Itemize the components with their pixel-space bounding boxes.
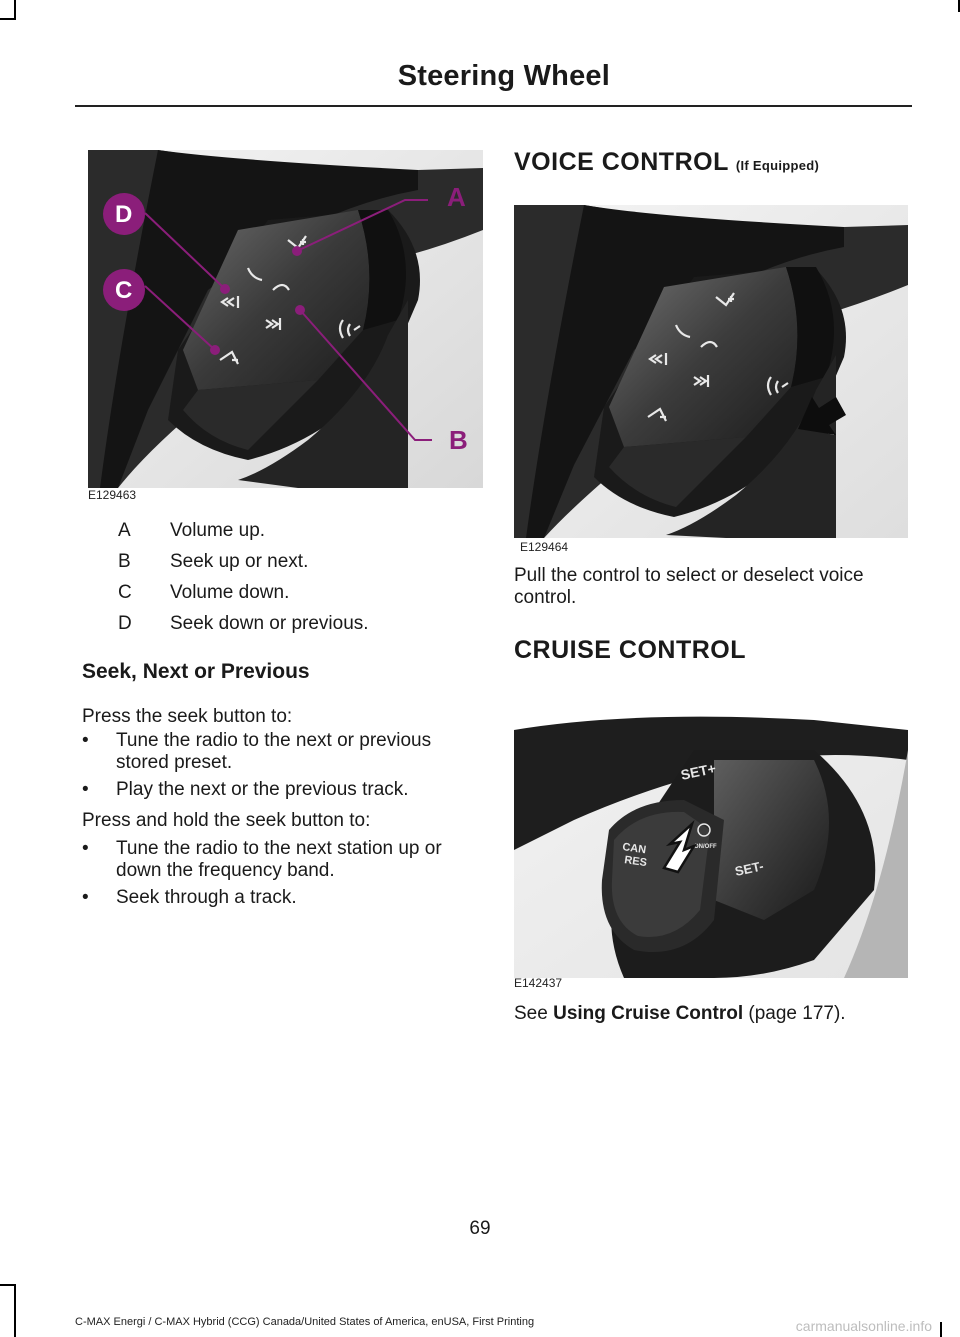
cruise-control-heading: CRUISE CONTROL (514, 636, 746, 664)
list-item-text: Tune the radio to the next or previous stored preset. (116, 730, 432, 773)
header-divider (75, 105, 912, 107)
legend-text: Volume up. (170, 520, 266, 541)
reference-prefix: See (514, 1003, 554, 1024)
figure-code: E129463 (88, 488, 137, 502)
crop-mark (0, 18, 16, 20)
watermark: carmanualsonline.info (795, 1318, 932, 1334)
crop-mark (14, 0, 16, 20)
legend-row (118, 582, 498, 613)
legend-key: C (118, 582, 132, 603)
cruise-reference (514, 1003, 912, 1025)
callout-b-label: B (449, 425, 468, 455)
legend-text: Seek down or previous. (170, 613, 369, 634)
reference-suffix: (page 177). (743, 1003, 846, 1024)
cruise-control-illustration (514, 690, 908, 978)
res-label: RES (623, 854, 648, 870)
footer-text: C-MAX Energi / C-MAX Hybrid (CCG) Canada/United States of America, enUSA, First Printing (75, 1316, 535, 1328)
legend-key: A (118, 520, 131, 541)
crop-mark (0, 1284, 16, 1286)
set-minus-label: SET- (733, 858, 765, 879)
legend-row (118, 613, 498, 644)
bullet-glyph: • (82, 887, 89, 908)
list-item-text: Play the next or the previous track. (116, 779, 409, 800)
can-label: CAN (621, 841, 647, 857)
legend-text: Volume down. (170, 582, 290, 603)
voice-control-text: Pull the control to select or deselect voice control. (514, 565, 864, 608)
legend-row (118, 551, 498, 582)
audio-controls-illustration (88, 150, 483, 488)
page-header-title: Steering Wheel (397, 60, 610, 92)
legend-text: Seek up or next. (170, 551, 309, 572)
bullet-glyph: • (82, 779, 89, 800)
callout-legend (118, 520, 498, 644)
cruise-control-figure (514, 690, 908, 978)
bullet-glyph: • (82, 730, 89, 751)
crop-mark (14, 1284, 16, 1337)
voice-control-figure (514, 205, 908, 538)
if-equipped-note: (If Equipped) (735, 158, 820, 173)
voice-control-illustration (514, 205, 908, 538)
figure-code: E129464 (520, 540, 569, 554)
legend-key: D (118, 613, 132, 634)
seek-heading: Seek, Next or Previous (82, 660, 310, 683)
callout-c-label: C (115, 277, 133, 304)
list-item-text: Tune the radio to the next station up or down the frequency band. (116, 838, 442, 881)
callout-a-label: A (447, 182, 466, 212)
page-number: 69 (469, 1218, 491, 1239)
crop-mark (940, 1322, 942, 1337)
legend-key: B (118, 551, 131, 572)
reference-link[interactable]: Using Cruise Control (553, 1003, 744, 1024)
voice-control-heading (514, 148, 819, 177)
legend-row (118, 520, 498, 551)
set-plus-label: SET+ (679, 759, 718, 783)
figure-code: E142437 (514, 976, 563, 990)
callout-d-label: D (115, 201, 133, 228)
audio-controls-figure (88, 150, 483, 488)
voice-control-title: VOICE CONTROL (514, 148, 729, 176)
list-item-text: Seek through a track. (116, 887, 297, 908)
seek-press-intro: Press the seek button to: (82, 706, 293, 727)
bullet-glyph: • (82, 838, 89, 859)
seek-hold-intro: Press and hold the seek button to: (82, 810, 371, 831)
on-off-label: ON/OFF (694, 844, 717, 850)
